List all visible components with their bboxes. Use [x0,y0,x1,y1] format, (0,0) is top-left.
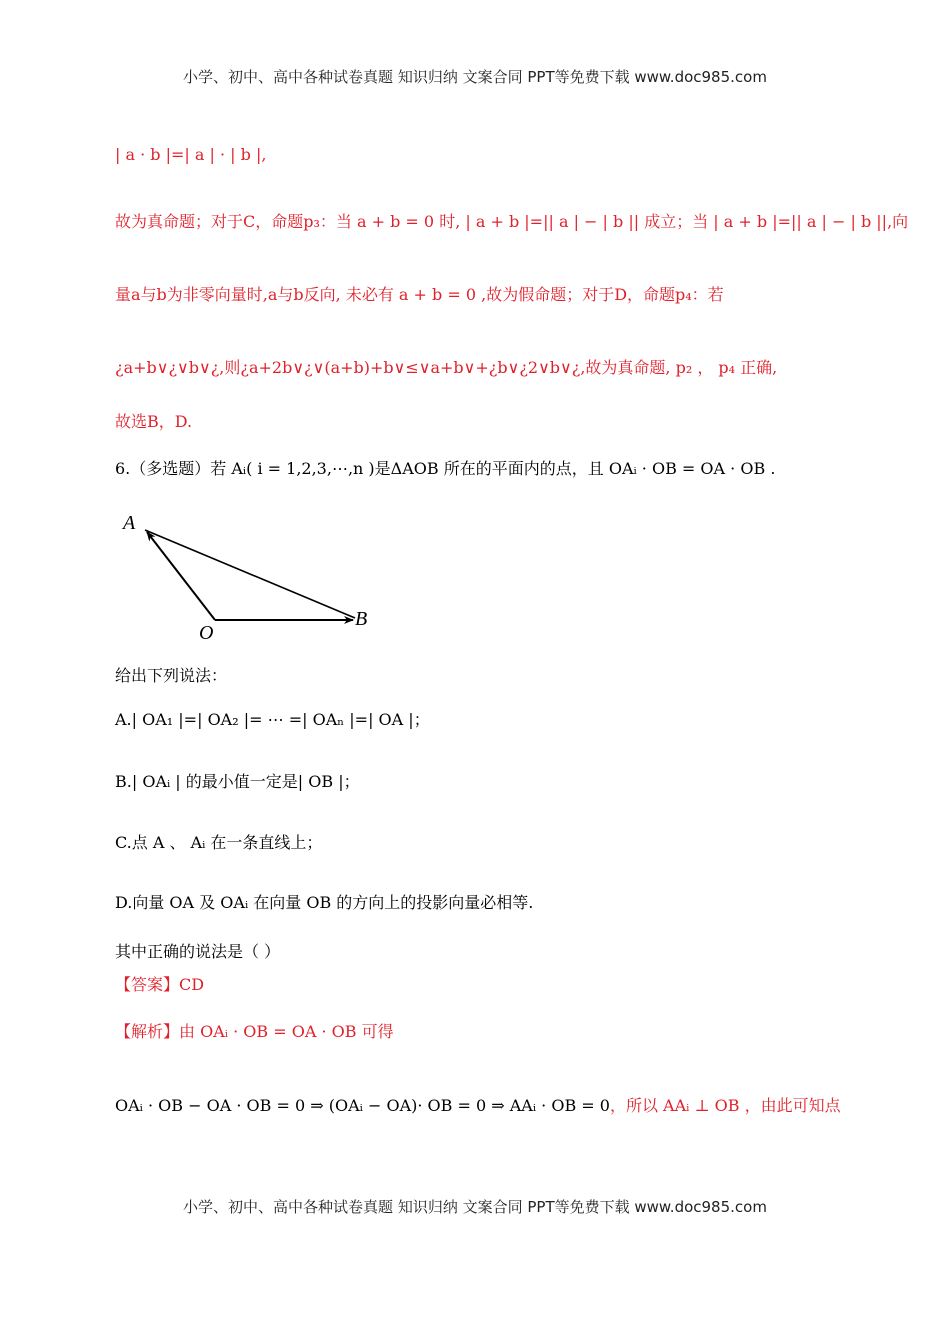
question-ask: 其中正确的说法是（ ） [115,942,281,961]
label-O: O [199,622,214,644]
prev-line-4: ¿a+b∨¿∨b∨¿,则¿a+2b∨¿∨(a+b)+b∨≤∨a+b∨+¿b∨¿2∨b∨¿,故为真命题, p₂ ， p₄ 正确, [115,358,778,377]
options-intro: 给出下列说法： [115,666,228,685]
segment-AB [145,530,355,618]
option-b: B.| OAᵢ | 的最小值一定是| OB |； [115,772,360,791]
triangle-figure [115,505,385,645]
prev-line-3: 量a与b为非零向量时,a与b反向, 未必有 a + b = 0 ,故为假命题；对于D，命题p₄：若 [115,285,724,304]
option-a: A.| OA₁ |=| OA₂ |= ⋯ =| OAₙ |=| OA |； [115,710,430,729]
analysis-line-1: 【解析】由 OAᵢ · OB = OA · OB 可得 [115,1022,394,1041]
label-A: A [123,512,136,534]
question-stem: 6.（多选题）若 Aᵢ( i = 1,2,3,⋯,n )是ΔAOB 所在的平面内的点，且 OAᵢ · OB = OA · OB . [115,459,776,478]
page-footer: 小学、初中、高中各种试卷真题 知识归纳 文案合同 PPT等免费下载 www.doc985.com [183,1198,767,1216]
prev-line-2: 故为真命题；对于C，命题p₃：当 a + b = 0 时, | a + b |=|| a | − | b || 成立；当 | a + b |=|| a | − | b ||,向 [115,212,909,231]
label-B: B [355,608,368,630]
analysis-text: ，所以 AAᵢ ⊥ OB ，由此可知点 [609,1096,841,1115]
analysis-tag: 【解析】 [115,1022,180,1041]
answer-row [115,972,204,995]
answer-tag: 【答案】 [115,975,180,994]
option-c: C.点 A 、 Aᵢ 在一条直线上； [115,833,323,852]
analysis-math: OAᵢ · OB − OA · OB = 0 ⇒ (OAᵢ − OA)· OB = 0 ⇒ AAᵢ · OB = 0 [115,1096,610,1115]
answer-value: CD [179,975,205,994]
prev-line-1: | a · b |=| a | · | b |, [115,145,267,164]
option-d: D.向量 OA 及 OAᵢ 在向量 OB 的方向上的投影向量必相等. [115,893,534,912]
page-header: 小学、初中、高中各种试卷真题 知识归纳 文案合同 PPT等免费下载 www.doc985.com [183,68,767,86]
prev-line-5: 故选B，D. [115,412,193,431]
analysis-line-2 [115,1093,841,1116]
